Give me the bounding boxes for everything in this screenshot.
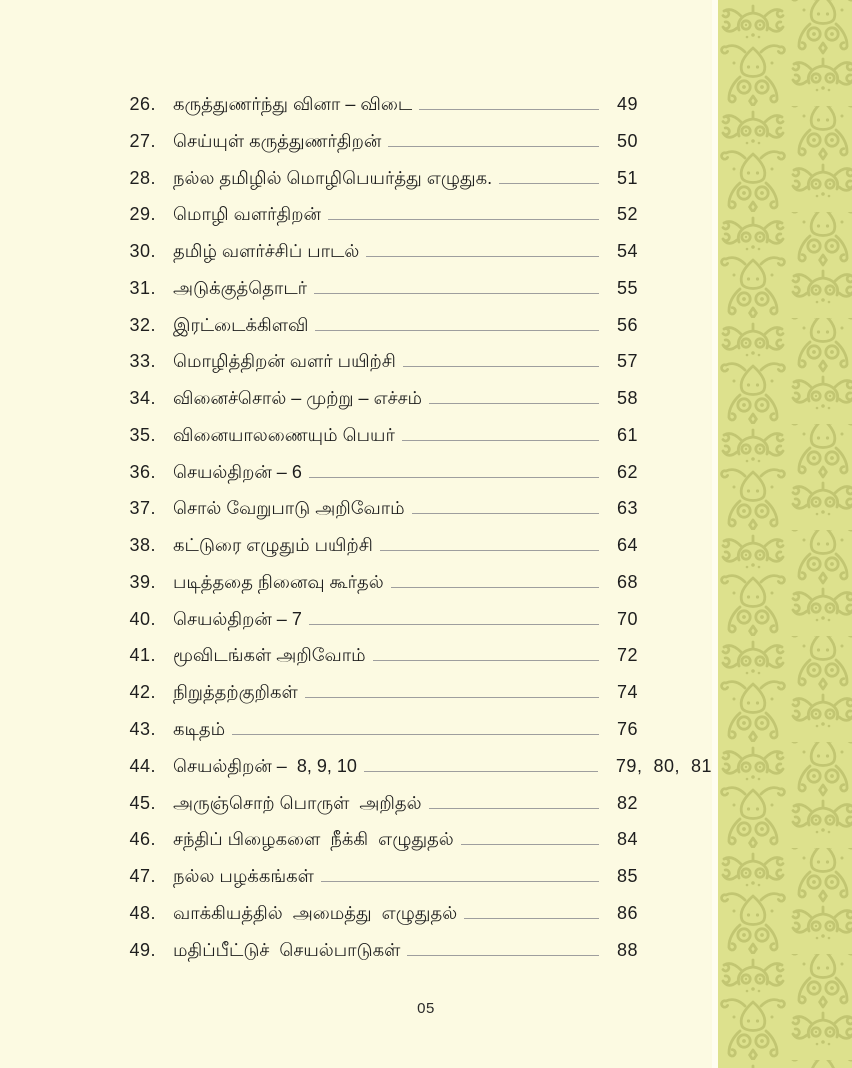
toc-entry [120, 785, 712, 822]
entry-number: 49. [129, 939, 156, 960]
entry-title: படித்ததை நினைவு கூர்தல் [173, 571, 384, 592]
leader-line [429, 403, 599, 404]
toc-entry [120, 748, 712, 785]
toc-entry [120, 564, 712, 601]
entry-page-number: 70 [617, 608, 639, 629]
entry-title: சொல் வேறுபாடு அறிவோம் [173, 498, 405, 519]
toc-entry [120, 932, 712, 969]
entry-number: 35. [129, 424, 156, 445]
toc-list [120, 86, 712, 968]
toc-entry [120, 86, 712, 123]
leader-line [309, 477, 599, 478]
leader-line [419, 109, 599, 110]
entry-number: 38. [129, 535, 156, 556]
entry-title: செயல்திறன் – 8, 9, 10 [173, 755, 357, 776]
entry-page-number: 76 [617, 719, 639, 740]
toc-entry [120, 711, 712, 748]
entry-title: கடிதம் [173, 719, 226, 740]
entry-page-number: 61 [617, 424, 639, 445]
toc-entry [120, 895, 712, 932]
entry-number: 45. [129, 792, 156, 813]
leader-line [464, 918, 599, 919]
leader-line [315, 330, 599, 331]
leader-line [403, 366, 599, 367]
entry-number: 29. [129, 204, 156, 225]
entry-page-number: 57 [617, 351, 639, 372]
entry-number: 42. [129, 682, 156, 703]
entry-title: மொழி வளர்திறன் [173, 204, 321, 225]
entry-title: வாக்கியத்தில் அமைத்து எழுதுதல் [173, 902, 458, 923]
entry-page-number: 88 [617, 939, 639, 960]
entry-title: செயல்திறன் – 6 [173, 461, 302, 482]
entry-number: 26. [129, 94, 156, 114]
leader-line [388, 146, 599, 147]
toc-entry [120, 454, 712, 491]
entry-title: நல்ல தமிழில் மொழிபெயர்த்து எழுதுக. [173, 167, 493, 188]
entry-page-number: 50 [617, 130, 639, 151]
toc-entry [120, 417, 712, 454]
entry-page-number: 58 [617, 388, 639, 409]
toc-entry [120, 307, 712, 344]
entry-title: மூவிடங்கள் அறிவோம் [173, 645, 366, 666]
toc-entry [120, 270, 712, 307]
leader-line [314, 293, 599, 294]
entry-title: தமிழ் வளர்ச்சிப் பாடல் [173, 241, 360, 262]
toc-entry [120, 821, 712, 858]
entry-page-number: 56 [617, 314, 639, 335]
entry-number: 44. [129, 755, 156, 776]
entry-number: 28. [129, 167, 156, 188]
entry-page-number: 62 [617, 461, 639, 482]
toc-entry [120, 343, 712, 380]
entry-page-number: 84 [617, 829, 639, 850]
entry-title: நிறுத்தற்குறிகள் [173, 682, 298, 703]
entry-number: 39. [129, 571, 156, 592]
entry-page-number: 74 [617, 682, 639, 703]
entry-number: 43. [129, 719, 156, 740]
entry-number: 40. [129, 608, 156, 629]
leader-line [429, 808, 599, 809]
leader-line [499, 183, 599, 184]
toc-entry [120, 123, 712, 160]
entry-page-number: 72 [617, 645, 639, 666]
entry-number: 32. [129, 314, 156, 335]
entry-number: 30. [129, 241, 156, 262]
entry-number: 37. [129, 498, 156, 519]
leader-line [309, 624, 599, 625]
toc-entry [120, 160, 712, 197]
entry-title: கருத்துணர்ந்து வினா – விடை [173, 94, 413, 114]
leader-line [373, 660, 599, 661]
entry-page-number: 54 [617, 241, 639, 262]
entry-title: சந்திப் பிழைகளை நீக்கி எழுதுதல் [173, 829, 454, 850]
leader-line [321, 881, 599, 882]
entry-title: கட்டுரை எழுதும் பயிற்சி [173, 535, 373, 556]
entry-page-number: 51 [617, 167, 639, 188]
entry-page-number: 86 [617, 902, 639, 923]
leader-line [366, 256, 599, 257]
toc-entry [120, 601, 712, 638]
toc-entry [120, 233, 712, 270]
leader-line [380, 550, 599, 551]
decorative-damask-border [718, 0, 852, 1068]
entry-number: 36. [129, 461, 156, 482]
toc-entry [120, 490, 712, 527]
entry-number: 27. [129, 130, 156, 151]
entry-page-number: 79, 80, 81 [615, 755, 712, 776]
leader-line [364, 771, 598, 772]
entry-number: 31. [129, 277, 156, 298]
toc-entry [120, 196, 712, 233]
leader-line [407, 955, 599, 956]
entry-number: 46. [129, 829, 156, 850]
entry-page-number: 82 [617, 792, 639, 813]
toc-entry [120, 858, 712, 895]
entry-title: மொழித்திறன் வளர் பயிற்சி [173, 351, 396, 372]
entry-title: வினையாலணையும் பெயர் [173, 424, 395, 445]
entry-number: 48. [129, 902, 156, 923]
folio-page-number: 05 [417, 1000, 435, 1017]
entry-page-number: 52 [617, 204, 639, 225]
entry-page-number: 68 [617, 571, 639, 592]
entry-number: 41. [129, 645, 156, 666]
entry-title: நல்ல பழக்கங்கள் [173, 866, 314, 887]
entry-title: செய்யுள் கருத்துணர்திறன் [173, 130, 382, 151]
leader-line [412, 513, 599, 514]
toc-entry [120, 637, 712, 674]
entry-page-number: 85 [617, 866, 639, 887]
leader-line [391, 587, 599, 588]
toc-entry [120, 380, 712, 417]
entry-title: அருஞ்சொற் பொருள் அறிதல் [173, 792, 422, 813]
entry-title: அடுக்குத்தொடர் [173, 277, 308, 298]
entry-number: 34. [129, 388, 156, 409]
entry-page-number: 64 [617, 535, 639, 556]
toc-entry [120, 527, 712, 564]
entry-number: 47. [129, 866, 156, 887]
leader-line [305, 697, 599, 698]
leader-line [328, 219, 599, 220]
toc-entry [120, 674, 712, 711]
leader-line [461, 844, 599, 845]
leader-line [232, 734, 599, 735]
entry-title: இரட்டைக்கிளவி [173, 314, 309, 335]
entry-title: வினைச்சொல் – முற்று – எச்சம் [173, 388, 423, 409]
entry-page-number: 55 [617, 277, 639, 298]
entry-title: மதிப்பீட்டுச் செயல்பாடுகள் [173, 939, 401, 960]
entry-number: 33. [129, 351, 156, 372]
leader-line [402, 440, 599, 441]
entry-page-number: 63 [617, 498, 639, 519]
entry-title: செயல்திறன் – 7 [173, 608, 302, 629]
entry-page-number: 49 [617, 94, 639, 114]
